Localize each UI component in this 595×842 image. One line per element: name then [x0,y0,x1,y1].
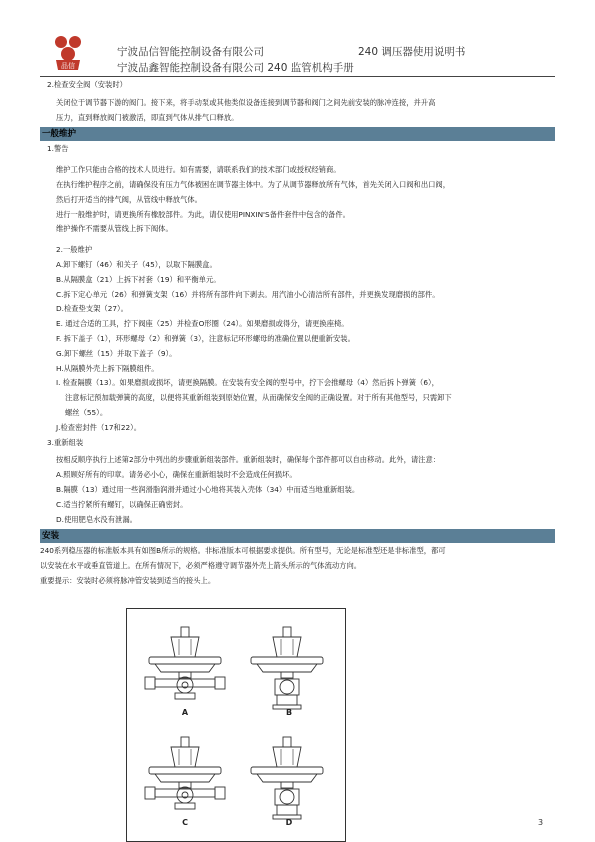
maintenance-step: G.卸下螺丝（15）并取下盖子（9）。 [56,348,177,358]
warning-line: 维护工作只能由合格的技术人员进行。如有需要，请联系我们的技术部门或授权经销商。 [56,165,341,175]
regulator-drawing-c [145,737,225,809]
reassembly-step: A.照顾好所有的印章。请务必小心，确保在重新组装时不会造成任何损坏。 [56,470,297,480]
figure-label-b: B [285,708,293,717]
maintenance-step-i: 注意标记预加载弹簧的高度，以便将其重新组装到原始位置，从而确保安全阀的正确设置。对于所有其他型号，只需卸下 [65,393,452,403]
maintenance-step: H.从隔膜外壳上拆下隔膜组件。 [56,363,159,373]
figure-label-c: C [182,818,188,827]
maintenance-step: F. 拆下盖子（1），环形螺母（2）和弹簧（3），注意标记环形螺母的准确位置以便重新安装。 [56,333,355,343]
header-manual-title: 240 调压器使用说明书 [358,46,466,58]
header-company-1: 宁波品信智能控制设备有限公司 [117,46,264,58]
section-heading-installation: 安装 [40,529,555,543]
page-header [40,30,560,76]
section-heading-maintenance: 一般维护 [40,127,555,141]
reassembly-intro: 按相反顺序执行上述第2部分中列出的步骤重新组装部件。重新组装时，确保每个部件都可以自由移动。此外，请注意： [56,455,441,465]
regulator-drawing-d [251,737,323,819]
warning-line: 进行一般维护时，请更换所有橡胶部件。为此，请仅使用PINXIN'S备件套件中包含的备件。 [56,209,350,219]
warning-line: 维护操作不需要从管线上拆下阀体。 [56,224,173,234]
regulator-drawing-b [251,627,323,709]
check-valve-line: 关闭位于调节器下游的阀门。接下来，将手动泵或其他类似设备连接到调节器和阀门之间先前安装的脉冲连接，并升高 [56,97,436,107]
reassembly-step: B.隔膜（13）通过用一些润滑脂润滑并通过小心地将其装入壳体（34）中而适当地重新组装。 [56,484,360,494]
warning-line: 然后打开适当的排气阀，从管线中释放气体。 [56,194,202,204]
installation-line: 重要提示：安装时必须将脉冲管安装到适当的接头上。 [40,575,216,585]
svg-text:品信: 品信 [61,62,75,70]
reassembly-step: C.适当拧紧所有螺钉，以确保正确密封。 [56,499,188,509]
header-divider [40,76,555,77]
warning-line: 在执行维护程序之前，请确保没有压力气体被困在调节器主体中。为了从调节器释放所有气体，首先关闭入口阀和出口阀， [56,179,451,189]
maintenance-step: A.卸下螺钉（46）和关子（45），以取下隔膜盒。 [56,259,217,269]
header-company-2: 宁波品鑫智能控制设备有限公司 240 监管机构手册 [117,62,354,74]
figure-label-a: A [181,708,189,717]
reassembly-step: D.使用肥皂水没有泄漏。 [56,514,137,524]
maintenance-step-j: J.检查密封件（17和22）。 [56,422,142,432]
warning-title: 1.警告 [47,144,69,154]
installation-line: 240系列稳压器的标准版本具有如图B所示的规格。非标准版本可根据要求提供。所有型号，无论是标准型还是非标准型，都可 [40,546,446,556]
figure-label-d: D [285,818,293,827]
installation-figure [126,608,346,842]
check-valve-line: 压力，直到释放阀门被激活，即直到气体从排气口释放。 [56,112,239,122]
maintenance-step-i: 螺丝（55）。 [65,407,108,417]
reassembly-title: 3.重新组装 [47,437,84,447]
general-maintenance-title: 2.一般维护 [56,245,93,255]
page-content [40,78,555,589]
maintenance-step: C.拆下定心单元（26）和弹簧支架（16）并将所有部件向下剥去。用汽油小心清洁所有部件，并更换发现磨损的部件。 [56,289,440,299]
page-number: 3 [538,818,544,827]
maintenance-step: D.检查垫支架（27）。 [56,304,128,314]
check-valve-title: 2.检查安全阀（安装时） [47,80,127,89]
maintenance-step: E. 通过合适的工具，拧下阀座（25）并检查O形圈（24）。如果磨损或得分，请更换座椅。 [56,319,349,329]
maintenance-step-i: I. 检查隔膜（13）。如果磨损或损坏，请更换隔膜。在安装有安全阀的型号中，拧下会推螺母（4）然后拆卜弹簧（6）， [56,378,439,388]
regulator-drawings [127,609,345,841]
installation-line: 以安装在水平或垂直管道上。在所有情况下，必须严格遵守调节器外壳上箭头所示的气体流动方向。 [40,561,362,571]
maintenance-step: B.从隔膜盒（21）上拆下衬套（19）和平衡单元。 [56,274,221,284]
company-logo [48,30,88,74]
regulator-drawing-a [145,627,225,699]
